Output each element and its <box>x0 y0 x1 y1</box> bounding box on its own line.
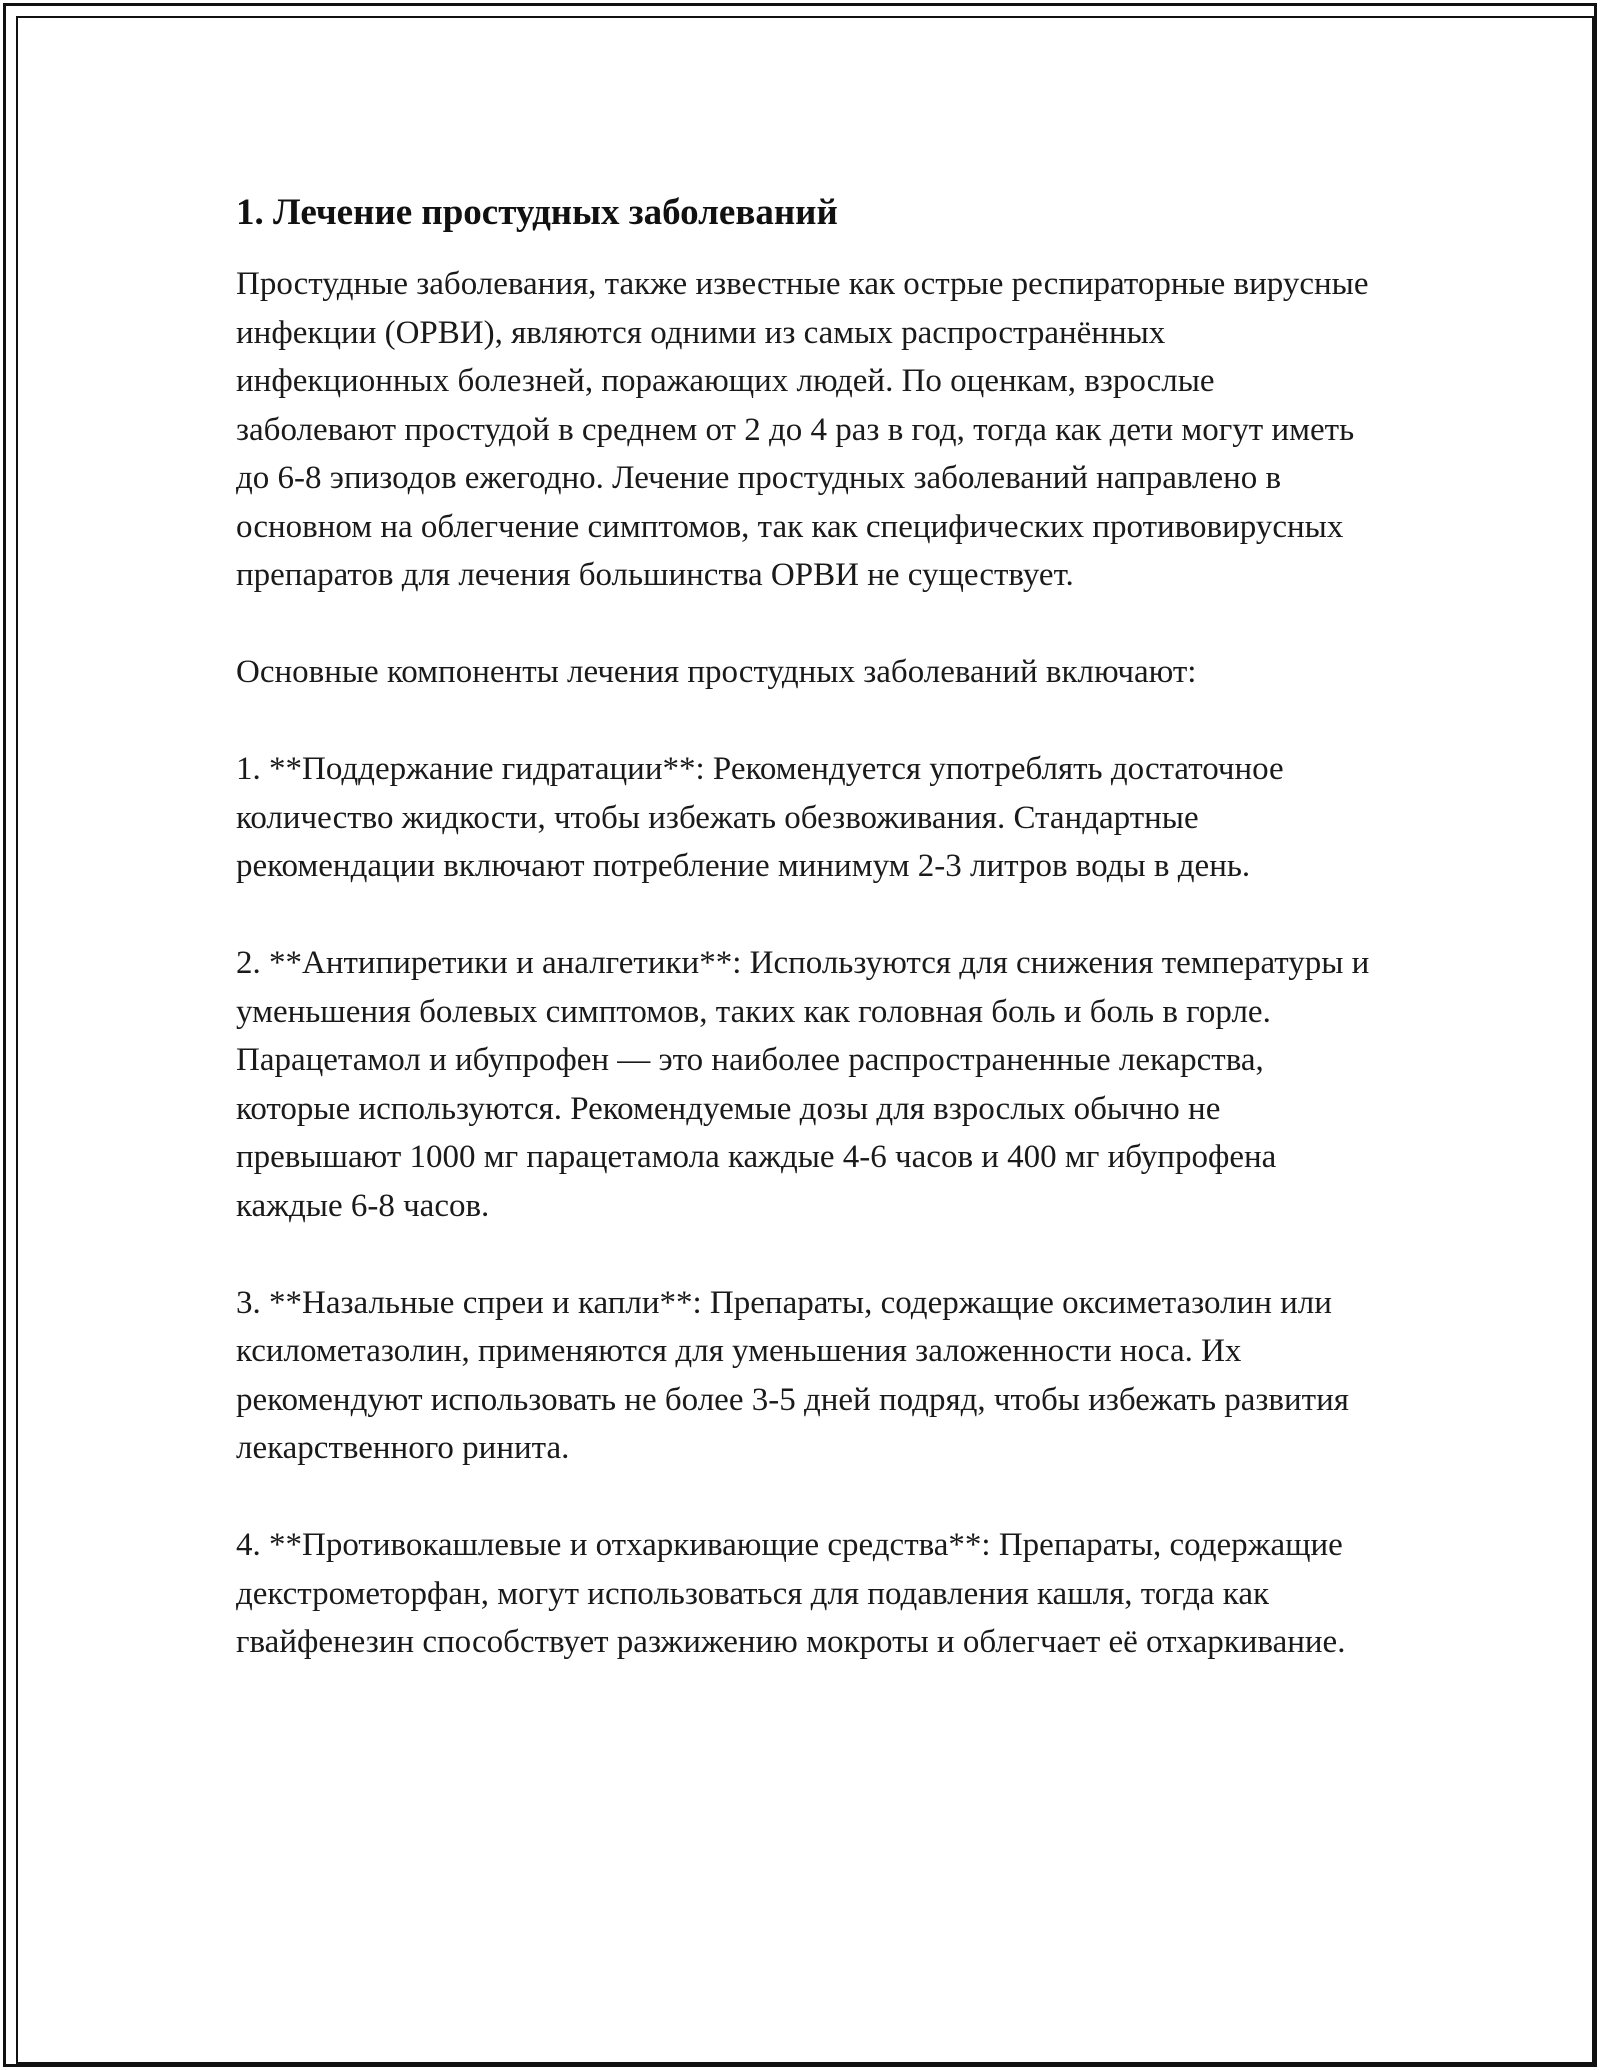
list-item: 4. **Противокашлевые и отхаркивающие средства**: Препараты, содержащие декстрометорфан, могут использоваться для подавления кашля, тогда как гвайфенезин способствует разжижению мокроты и облегчает её отхаркивание. <box>236 1527 1346 1660</box>
list-item: 2. **Антипиретики и аналгетики**: Используются для снижения температуры и уменьшения болевых симптомов, таких как головная боль и боль в горле. Парацетамол и ибупрофен — это наиболее распространенные лекарства, которые используются. Рекомендуемые дозы для взрослых обычно не превышают 1000 мг парацетамола каждые 4-6 часов и 400 мг ибупрофена каждые 6-8 часов. <box>236 945 1370 1224</box>
section-heading: 1. Лечение простудных заболеваний <box>236 192 838 233</box>
list-item: 1. **Поддержание гидратации**: Рекомендуется употреблять достаточное количество жидкости, чтобы избежать обезвоживания. Стандартные рекомендации включают потребление минимум 2-3 литров воды в день. <box>236 751 1284 884</box>
lead-paragraph: Основные компоненты лечения простудных заболеваний включают: <box>236 654 1197 690</box>
intro-paragraph: Простудные заболевания, также известные как острые респираторные вирусные инфекции (ОРВИ), являются одними из самых распространённых инфекционных болезней, поражающих людей. По оценкам, взрослые заболевают простудой в среднем от 2 до 4 раз в год, тогда как дети могут иметь до 6-8 эпизодов ежегодно. Лечение простудных заболеваний направлено в основном на облегчение симптомов, так как специфических противовирусных препаратов для лечения большинства ОРВИ не существует. <box>236 266 1369 593</box>
list-item: 3. **Назальные спреи и капли**: Препараты, содержащие оксиметазолин или ксилометазолин, применяются для уменьшения заложенности носа. Их рекомендуют использовать не более 3-5 дней подряд, чтобы избежать развития лекарственного ринита. <box>236 1284 1349 1466</box>
document-body <box>236 186 1376 1667</box>
